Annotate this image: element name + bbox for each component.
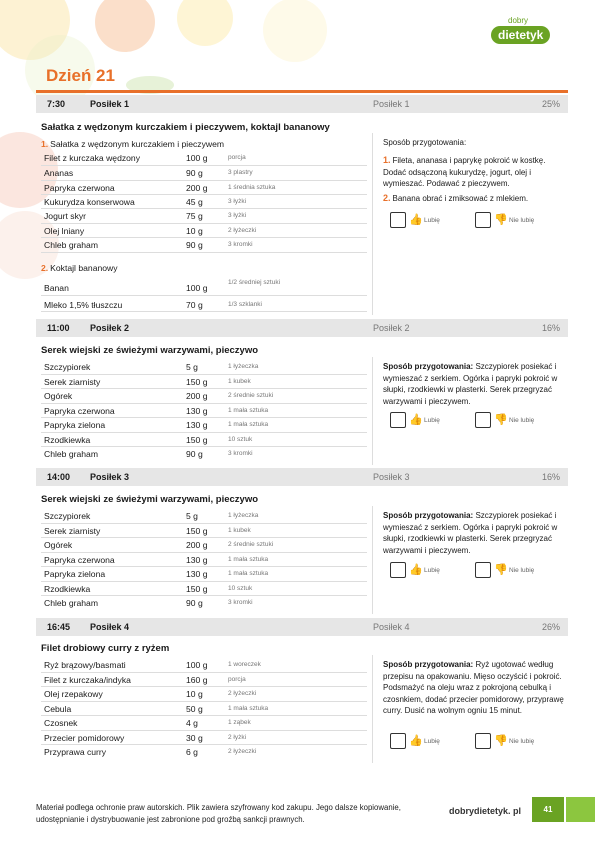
dislike-label: Nie lubię <box>509 738 535 745</box>
ingredient-row: Filet z kurczaka wędzony 100 g porcja <box>41 151 367 166</box>
ingredient-row: Szczypiorek 5 g 1 łyżeczka <box>41 509 367 524</box>
thumbs-down-icon: 👎 <box>494 735 508 747</box>
ingredient-row: Ananas 90 g 3 plastry <box>41 166 367 181</box>
meal-name-right: Posiłek 1 <box>373 99 410 109</box>
meal-time: 11:00 <box>47 323 70 333</box>
thumbs-down-icon: 👎 <box>494 414 508 426</box>
meal-time: 16:45 <box>47 622 71 632</box>
ingredient-row: Chleb graham 90 g 3 kromki <box>41 238 367 253</box>
dish-title: Sałatka z wędzonym kurczakiem i pieczywem, koktajl bananowy <box>41 122 330 133</box>
dish-title: Filet drobiowy curry z ryżem <box>41 643 170 654</box>
thumbs-up-icon: 👍 <box>409 214 423 226</box>
ingredient-row: Przecier pomidorowy 30 g 2 łyżki <box>41 731 367 745</box>
page-number: 41 <box>532 797 564 822</box>
prep-text: Sposób przygotowania: Szczypiorek posiekać i wymieszać z serkiem. Ogórka i papryki pokroić w słupki, rzodkiewki w plasterki. Serek przegryzać warzywami i pieczywem. <box>383 511 558 555</box>
ingredient-row: Czosnek 4 g 1 ząbek <box>41 716 367 731</box>
copyright-notice: Materiał podlega ochronie praw autorskich. Plik zawiera szyfrowany kod zakupu. Jego dalsze kopiowanie, udostępnianie i dystrybuowanie jest zabronione pod groźbą sankcji prawnych. <box>36 803 401 824</box>
day-title: Dzień 21 <box>46 66 115 85</box>
ingredient-row: Jogurt skyr 75 g 3 łyżki <box>41 209 367 224</box>
thumbs-up-icon: 👍 <box>409 414 423 426</box>
prep-text: Sposób przygotowania: Szczypiorek posiekać i wymieszać z serkiem. Ogórka i papryki pokroić w słupki, rzodkiewki w plasterki. Serek przegryzać warzywami i pieczywem. <box>383 362 558 406</box>
like-checkbox[interactable] <box>390 412 406 428</box>
dislike-checkbox[interactable] <box>475 733 491 749</box>
meal-name-right: Posiłek 2 <box>373 323 410 333</box>
dish-title: Serek wiejski ze świeżymi warzywami, pieczywo <box>41 345 259 356</box>
meal-header-4 <box>36 618 568 636</box>
dislike-checkbox[interactable] <box>475 212 491 228</box>
ingredient-row: Papryka czerwona 130 g 1 mała sztuka <box>41 404 367 418</box>
column-divider <box>372 506 373 614</box>
meal-header-3 <box>36 468 568 486</box>
thumbs-down-icon: 👎 <box>494 564 508 576</box>
meal-percent: 16% <box>541 472 560 482</box>
ingredient-row: Papryka czerwona 200 g 1 średnia sztuka <box>41 181 367 195</box>
ingredient-row: Serek ziarnisty 150 g 1 kubek <box>41 524 367 538</box>
ingredient-row: Chleb graham 90 g 3 kromki <box>44 598 253 608</box>
meal-name: Posiłek 1 <box>90 99 130 109</box>
ingredient-row: Rzodkiewka 150 g 10 sztuk <box>41 433 367 447</box>
footer-accent <box>566 797 595 822</box>
thumbs-up-icon: 👍 <box>409 564 423 576</box>
ingredient-row: Rzodkiewka 150 g 10 sztuk <box>41 582 367 596</box>
dislike-label: Nie lubię <box>509 567 535 574</box>
prep-step-1: 1. Fileta, ananasa i paprykę pokroić w kostkę. Dodać odsączoną kukurydzę, jogurt, olej i wymieszać. Podawać z pieczywem. <box>383 155 546 188</box>
ingredient-row: Papryka zielona 130 g 1 mała sztuka <box>41 418 367 433</box>
ingredient-row: Szczypiorek 5 g 1 łyżeczka <box>41 360 367 375</box>
ingredient-row: Cebula 50 g 1 mała sztuka <box>41 702 367 716</box>
dish-subtitle-1: 1. Sałatka z wędzonym kurczakiem i pieczywem <box>41 139 225 149</box>
meal-header-2 <box>36 319 568 337</box>
like-checkbox[interactable] <box>390 212 406 228</box>
dislike-checkbox[interactable] <box>475 562 491 578</box>
like-checkbox[interactable] <box>390 562 406 578</box>
ingredient-row: Przyprawa curry 6 g 2 łyżeczki <box>44 747 257 757</box>
like-label: Lubię <box>424 417 440 424</box>
meal-time: 14:00 <box>47 472 71 482</box>
meal-name-right: Posiłek 3 <box>373 472 410 482</box>
ingredient-row: Ryż brązowy/basmati 100 g 1 woreczek <box>41 658 367 673</box>
dobrydietetyk-logo <box>486 14 556 48</box>
website-link[interactable]: dobrydietetyk. pl <box>449 806 522 816</box>
ingredient-row: Banan 100 g 1/2 średniej sztuki <box>41 276 367 296</box>
ingredient-row: Mleko 1,5% tłuszczu 70 g 1/3 szklanki <box>41 296 367 312</box>
meal-percent: 26% <box>541 622 560 632</box>
dislike-checkbox[interactable] <box>475 412 491 428</box>
thumbs-down-icon: 👎 <box>494 214 508 226</box>
prep-step-2: 2. Banana obrać i zmiksować z mlekiem. <box>383 193 529 203</box>
prep-heading: Sposób przygotowania: <box>383 138 467 147</box>
prep-text: Sposób przygotowania: Ryż ugotować według przepisu na opakowaniu. Mięso oczyścić i pokroić. Podsmażyć na oleju wraz z pokrojoną cebulką i czosnkiem, dodać przecier pomidorowy, przyprawę curry. Dusić na wolnym ogniu 15 minut. <box>383 660 564 715</box>
ingredient-row: Filet z kurczaka/indyka 160 g porcja <box>41 673 367 687</box>
meal-percent: 16% <box>541 323 560 333</box>
meal-percent: 25% <box>541 99 560 109</box>
meal-name-right: Posiłek 4 <box>373 622 410 632</box>
ingredient-row: Olej rzepakowy 10 g 2 łyżeczki <box>41 687 367 702</box>
meal-header-1 <box>36 95 568 113</box>
ingredient-row: Serek ziarnisty 150 g 1 kubek <box>41 375 367 389</box>
ingredient-row: Kukurydza konserwowa 45 g 3 łyżki <box>41 195 367 209</box>
column-divider <box>372 655 373 763</box>
ingredient-row: Chleb graham 90 g 3 kromki <box>44 449 253 459</box>
dislike-label: Nie lubię <box>509 417 535 424</box>
like-checkbox[interactable] <box>390 733 406 749</box>
dish-subtitle-2: 2. Koktajl bananowy <box>41 263 118 273</box>
thumbs-up-icon: 👍 <box>409 735 423 747</box>
dislike-label: Nie lubię <box>509 217 535 224</box>
ingredient-row: Papryka zielona 130 g 1 mała sztuka <box>41 567 367 582</box>
like-label: Lubię <box>424 738 440 745</box>
ingredient-row: Ogórek 200 g 2 średnie sztuki <box>41 389 367 404</box>
ingredient-row: Olej lniany 10 g 2 łyżeczki <box>41 224 367 238</box>
logo-bottom-text: dietetyk <box>491 26 550 44</box>
dish-title: Serek wiejski ze świeżymi warzywami, pieczywo <box>41 494 259 505</box>
like-label: Lubię <box>424 217 440 224</box>
meal-name: Posiłek 2 <box>90 323 130 333</box>
ingredient-row: Papryka czerwona 130 g 1 mała sztuka <box>41 553 367 567</box>
like-label: Lubię <box>424 567 440 574</box>
orange-divider <box>36 90 568 93</box>
ingredient-row: Ogórek 200 g 2 średnie sztuki <box>41 538 367 553</box>
meal-time: 7:30 <box>47 99 66 109</box>
logo-top-text: dobry <box>508 16 529 25</box>
column-divider <box>372 133 373 315</box>
meal-name: Posiłek 3 <box>90 472 130 482</box>
meal-name: Posiłek 4 <box>90 622 130 632</box>
column-divider <box>372 357 373 465</box>
